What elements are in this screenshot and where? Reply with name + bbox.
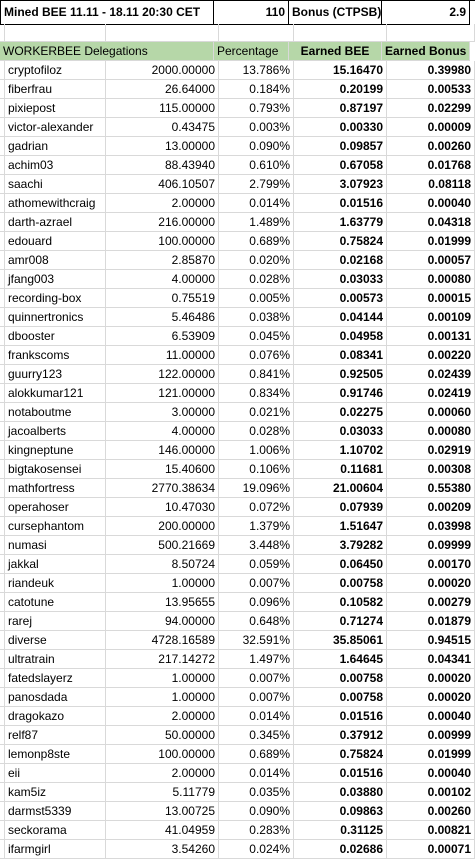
- percentage-cell[interactable]: 0.648%: [219, 612, 294, 631]
- earned-bee-cell[interactable]: 0.67058: [294, 156, 387, 175]
- summary-row: [0, 0, 475, 24]
- delegation-amount-cell[interactable]: 122.00000: [106, 365, 219, 384]
- delegation-amount-cell[interactable]: 4728.16589: [106, 631, 219, 650]
- earned-bonus-cell[interactable]: 0.00279: [387, 593, 475, 612]
- delegation-amount-cell[interactable]: 1.00000: [106, 688, 219, 707]
- delegator-name-cell[interactable]: ultratrain: [5, 650, 106, 669]
- percentage-cell[interactable]: 0.090%: [219, 137, 294, 156]
- table-row: [0, 650, 475, 669]
- delegator-name-cell[interactable]: operahoser: [5, 498, 106, 517]
- earned-bonus-cell[interactable]: 0.00020: [387, 669, 475, 688]
- earned-bonus-cell[interactable]: 0.00071: [387, 840, 475, 859]
- delegation-amount-cell[interactable]: 41.04959: [106, 821, 219, 840]
- blank-row: [0, 24, 475, 42]
- table-row: [0, 175, 475, 194]
- header-percentage[interactable]: Percentage: [214, 42, 289, 61]
- table-row: [0, 593, 475, 612]
- table-row: [0, 574, 475, 593]
- delegator-name-cell[interactable]: bigtakosensei: [5, 460, 106, 479]
- table-row: [0, 156, 475, 175]
- delegator-name-cell[interactable]: lemonp8ste: [5, 745, 106, 764]
- earned-bonus-cell[interactable]: 0.01999: [387, 745, 475, 764]
- earned-bonus-cell[interactable]: 0.00080: [387, 270, 475, 289]
- delegator-name-cell[interactable]: kingneptune: [5, 441, 106, 460]
- delegation-amount-cell[interactable]: 26.64000: [106, 80, 219, 99]
- earned-bee-cell[interactable]: 21.00604: [294, 479, 387, 498]
- earned-bee-cell[interactable]: 0.92505: [294, 365, 387, 384]
- table-row: [0, 498, 475, 517]
- delegation-amount-cell[interactable]: 2.85870: [106, 251, 219, 270]
- percentage-cell[interactable]: 0.090%: [219, 802, 294, 821]
- delegator-name-cell[interactable]: seckorama: [5, 821, 106, 840]
- delegator-name-cell[interactable]: gadrian: [5, 137, 106, 156]
- earned-bee-cell[interactable]: 3.07923: [294, 175, 387, 194]
- earned-bee-cell[interactable]: 0.03880: [294, 783, 387, 802]
- earned-bee-cell[interactable]: 0.10582: [294, 593, 387, 612]
- delegation-amount-cell[interactable]: 500.21669: [106, 536, 219, 555]
- percentage-cell[interactable]: 0.021%: [219, 403, 294, 422]
- delegator-name-cell[interactable]: catotune: [5, 593, 106, 612]
- earned-bee-cell[interactable]: 1.63779: [294, 213, 387, 232]
- delegation-amount-cell[interactable]: 8.50724: [106, 555, 219, 574]
- table-row: [0, 308, 475, 327]
- delegation-rows: [0, 61, 475, 859]
- delegator-name-cell[interactable]: kam5iz: [5, 783, 106, 802]
- table-row: [0, 726, 475, 745]
- percentage-cell[interactable]: 0.020%: [219, 251, 294, 270]
- delegator-name-cell[interactable]: pixiepost: [5, 99, 106, 118]
- table-row: [0, 821, 475, 840]
- delegator-name-cell[interactable]: athomewithcraig: [5, 194, 106, 213]
- earned-bee-cell[interactable]: 0.02275: [294, 403, 387, 422]
- delegation-amount-cell[interactable]: 3.00000: [106, 403, 219, 422]
- delegation-amount-cell[interactable]: 1.00000: [106, 574, 219, 593]
- earned-bonus-cell[interactable]: 0.00260: [387, 137, 475, 156]
- header-row: [0, 42, 475, 61]
- earned-bonus-cell[interactable]: 0.02919: [387, 441, 475, 460]
- earned-bee-cell[interactable]: 0.75824: [294, 232, 387, 251]
- earned-bonus-cell[interactable]: 0.04318: [387, 213, 475, 232]
- delegation-amount-cell[interactable]: 13.00725: [106, 802, 219, 821]
- delegator-name-cell[interactable]: guurry123: [5, 365, 106, 384]
- earned-bonus-cell[interactable]: 0.04341: [387, 650, 475, 669]
- percentage-cell[interactable]: 0.076%: [219, 346, 294, 365]
- delegation-amount-cell[interactable]: 13.00000: [106, 137, 219, 156]
- earned-bee-cell[interactable]: 0.87197: [294, 99, 387, 118]
- percentage-cell[interactable]: 3.448%: [219, 536, 294, 555]
- delegation-amount-cell[interactable]: 4.00000: [106, 270, 219, 289]
- delegation-amount-cell[interactable]: 217.14272: [106, 650, 219, 669]
- earned-bee-cell[interactable]: 0.07939: [294, 498, 387, 517]
- table-row: [0, 764, 475, 783]
- percentage-cell[interactable]: 0.014%: [219, 764, 294, 783]
- earned-bee-cell[interactable]: 0.20199: [294, 80, 387, 99]
- delegator-name-cell[interactable]: recording-box: [5, 289, 106, 308]
- delegation-amount-cell[interactable]: 94.00000: [106, 612, 219, 631]
- percentage-cell[interactable]: 0.106%: [219, 460, 294, 479]
- delegation-amount-cell[interactable]: 10.47030: [106, 498, 219, 517]
- table-row: [0, 555, 475, 574]
- delegator-name-cell[interactable]: panosdada: [5, 688, 106, 707]
- delegator-name-cell[interactable]: jacoalberts: [5, 422, 106, 441]
- percentage-cell[interactable]: 0.072%: [219, 498, 294, 517]
- earned-bee-cell[interactable]: 0.00758: [294, 688, 387, 707]
- earned-bee-cell[interactable]: 0.02686: [294, 840, 387, 859]
- table-row: [0, 346, 475, 365]
- earned-bonus-cell[interactable]: 0.00057: [387, 251, 475, 270]
- header-earned-bee[interactable]: Earned BEE: [289, 42, 382, 61]
- delegation-amount-cell[interactable]: 100.00000: [106, 232, 219, 251]
- delegation-amount-cell[interactable]: 5.11779: [106, 783, 219, 802]
- table-row: [0, 536, 475, 555]
- delegation-amount-cell[interactable]: 2770.38634: [106, 479, 219, 498]
- table-row: [0, 137, 475, 156]
- earned-bonus-cell[interactable]: 0.00040: [387, 764, 475, 783]
- delegator-name-cell[interactable]: jakkal: [5, 555, 106, 574]
- delegation-amount-cell[interactable]: 100.00000: [106, 745, 219, 764]
- percentage-cell[interactable]: 0.007%: [219, 669, 294, 688]
- percentage-cell[interactable]: 13.786%: [219, 61, 294, 80]
- earned-bonus-cell[interactable]: 0.00009: [387, 118, 475, 137]
- table-row: [0, 460, 475, 479]
- earned-bee-cell[interactable]: 0.75824: [294, 745, 387, 764]
- delegator-name-cell[interactable]: darmst5339: [5, 802, 106, 821]
- earned-bee-cell[interactable]: 0.00758: [294, 574, 387, 593]
- delegation-amount-cell[interactable]: 200.00000: [106, 517, 219, 536]
- earned-bonus-cell[interactable]: 0.00220: [387, 346, 475, 365]
- earned-bonus-cell[interactable]: 0.00040: [387, 194, 475, 213]
- delegator-name-cell[interactable]: dragokazo: [5, 707, 106, 726]
- table-row: [0, 99, 475, 118]
- delegator-name-cell[interactable]: diverse: [5, 631, 106, 650]
- earned-bonus-cell[interactable]: 0.00308: [387, 460, 475, 479]
- earned-bee-cell[interactable]: 0.04958: [294, 327, 387, 346]
- earned-bonus-cell[interactable]: 0.00999: [387, 726, 475, 745]
- earned-bonus-cell[interactable]: 0.01879: [387, 612, 475, 631]
- bonus-value-cell[interactable]: 2.9: [382, 1, 470, 25]
- percentage-cell[interactable]: 0.028%: [219, 270, 294, 289]
- delegator-name-cell[interactable]: amr008: [5, 251, 106, 270]
- percentage-cell[interactable]: 0.024%: [219, 840, 294, 859]
- earned-bonus-cell[interactable]: 0.01999: [387, 232, 475, 251]
- delegation-amount-cell[interactable]: 2000.00000: [106, 61, 219, 80]
- delegator-name-cell[interactable]: cursephantom: [5, 517, 106, 536]
- earned-bee-cell[interactable]: 0.37912: [294, 726, 387, 745]
- earned-bonus-cell[interactable]: 0.00060: [387, 403, 475, 422]
- percentage-cell[interactable]: 32.591%: [219, 631, 294, 650]
- delegator-name-cell[interactable]: saachi: [5, 175, 106, 194]
- earned-bonus-cell[interactable]: 0.00209: [387, 498, 475, 517]
- earned-bonus-cell[interactable]: 0.00015: [387, 289, 475, 308]
- earned-bonus-cell[interactable]: 0.39980: [387, 61, 475, 80]
- delegation-amount-cell[interactable]: 0.75519: [106, 289, 219, 308]
- percentage-cell[interactable]: 0.014%: [219, 707, 294, 726]
- earned-bee-cell[interactable]: 0.31125: [294, 821, 387, 840]
- earned-bonus-cell[interactable]: 0.00260: [387, 802, 475, 821]
- earned-bee-cell[interactable]: 0.02168: [294, 251, 387, 270]
- table-row: [0, 365, 475, 384]
- delegation-amount-cell[interactable]: 121.00000: [106, 384, 219, 403]
- delegator-name-cell[interactable]: rarej: [5, 612, 106, 631]
- delegation-amount-cell[interactable]: 0.43475: [106, 118, 219, 137]
- delegator-name-cell[interactable]: riandeuk: [5, 574, 106, 593]
- delegation-amount-cell[interactable]: 406.10507: [106, 175, 219, 194]
- table-row: [0, 422, 475, 441]
- table-row: [0, 802, 475, 821]
- table-row: [0, 745, 475, 764]
- percentage-cell[interactable]: 0.014%: [219, 194, 294, 213]
- table-row: [0, 384, 475, 403]
- percentage-cell[interactable]: 0.345%: [219, 726, 294, 745]
- delegator-name-cell[interactable]: numasi: [5, 536, 106, 555]
- mined-bee-value-cell[interactable]: 110: [214, 1, 289, 25]
- delegator-name-cell[interactable]: fiberfrau: [5, 80, 106, 99]
- delegator-name-cell[interactable]: darth-azrael: [5, 213, 106, 232]
- earned-bee-cell[interactable]: 0.08341: [294, 346, 387, 365]
- table-row: [0, 80, 475, 99]
- earned-bonus-cell[interactable]: 0.08118: [387, 175, 475, 194]
- earned-bonus-cell[interactable]: 0.00040: [387, 707, 475, 726]
- earned-bonus-cell[interactable]: 0.00102: [387, 783, 475, 802]
- earned-bee-cell[interactable]: 3.79282: [294, 536, 387, 555]
- earned-bonus-cell[interactable]: 0.02419: [387, 384, 475, 403]
- delegator-name-cell[interactable]: relf87: [5, 726, 106, 745]
- earned-bonus-cell[interactable]: 0.02299: [387, 99, 475, 118]
- delegator-name-cell[interactable]: ifarmgirl: [5, 840, 106, 859]
- table-row: [0, 479, 475, 498]
- delegator-name-cell[interactable]: cryptofiloz: [5, 61, 106, 80]
- percentage-cell[interactable]: 1.006%: [219, 441, 294, 460]
- header-delegations[interactable]: WORKERBEE Delegations: [0, 42, 214, 61]
- table-row: [0, 631, 475, 650]
- delegator-name-cell[interactable]: edouard: [5, 232, 106, 251]
- percentage-cell[interactable]: 0.038%: [219, 308, 294, 327]
- earned-bee-cell[interactable]: 0.03033: [294, 270, 387, 289]
- delegator-name-cell[interactable]: alokkumar121: [5, 384, 106, 403]
- earned-bonus-cell[interactable]: 0.00109: [387, 308, 475, 327]
- earned-bee-cell[interactable]: 0.04144: [294, 308, 387, 327]
- percentage-cell[interactable]: 1.497%: [219, 650, 294, 669]
- delegation-amount-cell[interactable]: 5.46486: [106, 308, 219, 327]
- percentage-cell[interactable]: 2.799%: [219, 175, 294, 194]
- earned-bee-cell[interactable]: 0.09857: [294, 137, 387, 156]
- earned-bonus-cell[interactable]: 0.00533: [387, 80, 475, 99]
- percentage-cell[interactable]: 0.793%: [219, 99, 294, 118]
- table-row: [0, 840, 475, 859]
- delegation-amount-cell[interactable]: 88.43940: [106, 156, 219, 175]
- percentage-cell[interactable]: 0.689%: [219, 745, 294, 764]
- earned-bee-cell[interactable]: 0.09863: [294, 802, 387, 821]
- earned-bonus-cell[interactable]: 0.00170: [387, 555, 475, 574]
- earned-bee-cell[interactable]: 35.85061: [294, 631, 387, 650]
- percentage-cell[interactable]: 0.007%: [219, 574, 294, 593]
- earned-bonus-cell[interactable]: 0.55380: [387, 479, 475, 498]
- table-row: [0, 61, 475, 80]
- table-row: [0, 517, 475, 536]
- delegator-name-cell[interactable]: fatedslayerz: [5, 669, 106, 688]
- earned-bonus-cell[interactable]: 0.00131: [387, 327, 475, 346]
- delegation-amount-cell[interactable]: 146.00000: [106, 441, 219, 460]
- earned-bonus-cell[interactable]: 0.00080: [387, 422, 475, 441]
- percentage-cell[interactable]: 0.689%: [219, 232, 294, 251]
- table-row: [0, 232, 475, 251]
- percentage-cell[interactable]: 0.841%: [219, 365, 294, 384]
- percentage-cell[interactable]: 0.834%: [219, 384, 294, 403]
- percentage-cell[interactable]: 0.059%: [219, 555, 294, 574]
- header-earned-bonus[interactable]: Earned Bonus: [382, 42, 470, 61]
- percentage-cell[interactable]: 1.489%: [219, 213, 294, 232]
- delegator-name-cell[interactable]: mathfortress: [5, 479, 106, 498]
- table-row: [0, 327, 475, 346]
- table-row: [0, 289, 475, 308]
- earned-bee-cell[interactable]: 0.00330: [294, 118, 387, 137]
- percentage-cell[interactable]: 0.003%: [219, 118, 294, 137]
- earned-bonus-cell[interactable]: 0.00020: [387, 688, 475, 707]
- percentage-cell[interactable]: 0.283%: [219, 821, 294, 840]
- earned-bee-cell[interactable]: 1.10702: [294, 441, 387, 460]
- earned-bee-cell[interactable]: 0.01516: [294, 707, 387, 726]
- table-row: [0, 118, 475, 137]
- earned-bee-cell[interactable]: 0.71274: [294, 612, 387, 631]
- delegation-amount-cell[interactable]: 2.00000: [106, 194, 219, 213]
- earned-bee-cell[interactable]: 15.16470: [294, 61, 387, 80]
- table-row: [0, 669, 475, 688]
- percentage-cell[interactable]: 1.379%: [219, 517, 294, 536]
- delegator-name-cell[interactable]: dbooster: [5, 327, 106, 346]
- percentage-cell[interactable]: 0.184%: [219, 80, 294, 99]
- delegation-amount-cell[interactable]: 115.00000: [106, 99, 219, 118]
- earned-bee-cell[interactable]: 0.00573: [294, 289, 387, 308]
- earned-bee-cell[interactable]: 0.06450: [294, 555, 387, 574]
- earned-bee-cell[interactable]: 0.91746: [294, 384, 387, 403]
- earned-bonus-cell[interactable]: 0.01768: [387, 156, 475, 175]
- percentage-cell[interactable]: 0.007%: [219, 688, 294, 707]
- table-row: [0, 194, 475, 213]
- table-row: [0, 270, 475, 289]
- delegator-name-cell[interactable]: frankscoms: [5, 346, 106, 365]
- delegation-amount-cell[interactable]: 15.40600: [106, 460, 219, 479]
- percentage-cell[interactable]: 0.096%: [219, 593, 294, 612]
- bonus-label-cell[interactable]: Bonus (CTPSB): [289, 1, 382, 25]
- percentage-cell[interactable]: 19.096%: [219, 479, 294, 498]
- delegation-amount-cell[interactable]: 11.00000: [106, 346, 219, 365]
- delegation-amount-cell[interactable]: 2.00000: [106, 764, 219, 783]
- earned-bee-cell[interactable]: 1.51647: [294, 517, 387, 536]
- earned-bonus-cell[interactable]: 0.03998: [387, 517, 475, 536]
- delegator-name-cell[interactable]: notaboutme: [5, 403, 106, 422]
- delegation-amount-cell[interactable]: 216.00000: [106, 213, 219, 232]
- table-row: [0, 441, 475, 460]
- percentage-cell[interactable]: 0.005%: [219, 289, 294, 308]
- table-row: [0, 612, 475, 631]
- percentage-cell[interactable]: 0.035%: [219, 783, 294, 802]
- mined-bee-label-cell[interactable]: Mined BEE 11.11 - 18.11 20:30 CET: [0, 1, 214, 25]
- earned-bonus-cell[interactable]: 0.94515: [387, 631, 475, 650]
- earned-bonus-cell[interactable]: 0.09999: [387, 536, 475, 555]
- earned-bonus-cell[interactable]: 0.00821: [387, 821, 475, 840]
- delegation-amount-cell[interactable]: 2.00000: [106, 707, 219, 726]
- table-row: [0, 688, 475, 707]
- delegator-name-cell[interactable]: quinnertronics: [5, 308, 106, 327]
- delegator-name-cell[interactable]: eii: [5, 764, 106, 783]
- earned-bee-cell[interactable]: 0.11681: [294, 460, 387, 479]
- earned-bonus-cell[interactable]: 0.02439: [387, 365, 475, 384]
- delegator-name-cell[interactable]: jfang003: [5, 270, 106, 289]
- delegation-amount-cell[interactable]: 3.54260: [106, 840, 219, 859]
- delegator-name-cell[interactable]: achim03: [5, 156, 106, 175]
- earned-bee-cell[interactable]: 0.01516: [294, 764, 387, 783]
- percentage-cell[interactable]: 0.028%: [219, 422, 294, 441]
- delegation-amount-cell[interactable]: 6.53909: [106, 327, 219, 346]
- percentage-cell[interactable]: 0.045%: [219, 327, 294, 346]
- delegation-amount-cell[interactable]: 50.00000: [106, 726, 219, 745]
- delegation-amount-cell[interactable]: 4.00000: [106, 422, 219, 441]
- earned-bonus-cell[interactable]: 0.00020: [387, 574, 475, 593]
- earned-bee-cell[interactable]: 0.00758: [294, 669, 387, 688]
- earned-bee-cell[interactable]: 0.01516: [294, 194, 387, 213]
- earned-bee-cell[interactable]: 0.03033: [294, 422, 387, 441]
- percentage-cell[interactable]: 0.610%: [219, 156, 294, 175]
- delegator-name-cell[interactable]: victor-alexander: [5, 118, 106, 137]
- delegation-amount-cell[interactable]: 1.00000: [106, 669, 219, 688]
- delegation-amount-cell[interactable]: 13.95655: [106, 593, 219, 612]
- earned-bee-cell[interactable]: 1.64645: [294, 650, 387, 669]
- table-row: [0, 783, 475, 802]
- table-row: [0, 213, 475, 232]
- table-row: [0, 251, 475, 270]
- table-row: [0, 403, 475, 422]
- table-row: [0, 707, 475, 726]
